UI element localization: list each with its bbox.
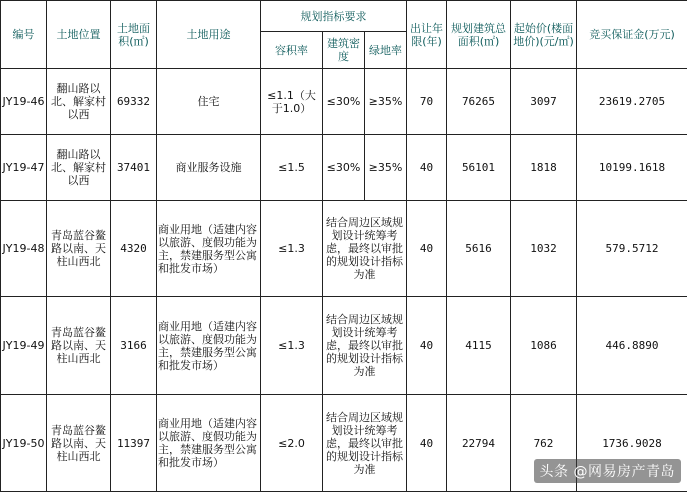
cell-merged-requirement: 结合周边区域规划设计统筹考虑，最终以审批的规划设计指标为准 (323, 395, 407, 492)
cell-density: ≤30% (323, 69, 365, 135)
cell-floor-area: 5616 (447, 201, 511, 297)
cell-start-price: 1032 (511, 201, 577, 297)
watermark-text: 头条 @网易房产青岛 (539, 464, 675, 480)
cell-term: 40 (407, 297, 447, 395)
cell-deposit: 1736.9028 (577, 395, 687, 492)
header-floor-area: 规划建筑总面积(㎡) (447, 1, 511, 69)
cell-deposit: 23619.2705 (577, 69, 687, 135)
cell-area: 4320 (111, 201, 157, 297)
cell-location: 青岛蓝谷鳌路以南、天柱山西北 (47, 297, 111, 395)
header-start-price: 起始价(楼面地价)(元/㎡) (511, 1, 577, 69)
header-location: 土地位置 (47, 1, 111, 69)
cell-start-price: 1086 (511, 297, 577, 395)
cell-far: ≤1.3 (261, 201, 323, 297)
cell-deposit: 446.8890 (577, 297, 687, 395)
header-plan-group: 规划指标要求 (261, 1, 407, 32)
cell-use: 住宅 (157, 69, 261, 135)
header-area: 土地面积(㎡) (111, 1, 157, 69)
cell-use: 商业服务设施 (157, 135, 261, 201)
cell-location: 青岛蓝谷鳌路以南、天柱山西北 (47, 395, 111, 492)
cell-far: ≤1.5 (261, 135, 323, 201)
table-row (1, 297, 687, 395)
cell-use: 商业用地（适建内容以旅游、度假功能为主，禁建服务型公寓和批发市场） (157, 297, 261, 395)
cell-green: ≥35% (365, 135, 407, 201)
cell-term: 40 (407, 135, 447, 201)
table-row (1, 201, 687, 297)
cell-density: ≤30% (323, 135, 365, 201)
cell-floor-area: 22794 (447, 395, 511, 492)
cell-far: ≤1.1（大于1.0） (261, 69, 323, 135)
cell-start-price: 1818 (511, 135, 577, 201)
header-far: 容积率 (261, 32, 323, 69)
cell-no: JY19-49 (1, 297, 47, 395)
table-row (1, 135, 687, 201)
cell-no: JY19-50 (1, 395, 47, 492)
cell-use: 商业用地（适建内容以旅游、度假功能为主，禁建服务型公寓和批发市场） (157, 395, 261, 492)
cell-deposit: 10199.1618 (577, 135, 687, 201)
cell-location: 青岛蓝谷鳌路以南、天柱山西北 (47, 201, 111, 297)
header-term: 出让年限(年) (407, 1, 447, 69)
cell-area: 69332 (111, 69, 157, 135)
cell-term: 70 (407, 69, 447, 135)
cell-no: JY19-48 (1, 201, 47, 297)
cell-floor-area: 4115 (447, 297, 511, 395)
cell-green: ≥35% (365, 69, 407, 135)
cell-location: 翻山路以北、解家村以西 (47, 69, 111, 135)
cell-term: 40 (407, 201, 447, 297)
cell-start-price: 3097 (511, 69, 577, 135)
table-row (1, 69, 687, 135)
cell-start-price: 762 (511, 395, 577, 492)
header-green: 绿地率 (365, 32, 407, 69)
cell-area: 11397 (111, 395, 157, 492)
cell-area: 37401 (111, 135, 157, 201)
header-use: 土地用途 (157, 1, 261, 69)
cell-area: 3166 (111, 297, 157, 395)
cell-deposit: 579.5712 (577, 201, 687, 297)
cell-floor-area: 56101 (447, 135, 511, 201)
header-no: 编号 (1, 1, 47, 69)
header-density: 建筑密度 (323, 32, 365, 69)
watermark (534, 459, 681, 483)
cell-floor-area: 76265 (447, 69, 511, 135)
cell-use: 商业用地（适建内容以旅游、度假功能为主，禁建服务型公寓和批发市场） (157, 201, 261, 297)
header-deposit: 竞买保证金(万元) (577, 1, 687, 69)
cell-no: JY19-46 (1, 69, 47, 135)
cell-location: 翻山路以北、解家村以西 (47, 135, 111, 201)
cell-no: JY19-47 (1, 135, 47, 201)
cell-merged-requirement: 结合周边区域规划设计统筹考虑，最终以审批的规划设计指标为准 (323, 297, 407, 395)
cell-far: ≤2.0 (261, 395, 323, 492)
cell-term: 40 (407, 395, 447, 492)
cell-merged-requirement: 结合周边区域规划设计统筹考虑，最终以审批的规划设计指标为准 (323, 201, 407, 297)
cell-far: ≤1.3 (261, 297, 323, 395)
